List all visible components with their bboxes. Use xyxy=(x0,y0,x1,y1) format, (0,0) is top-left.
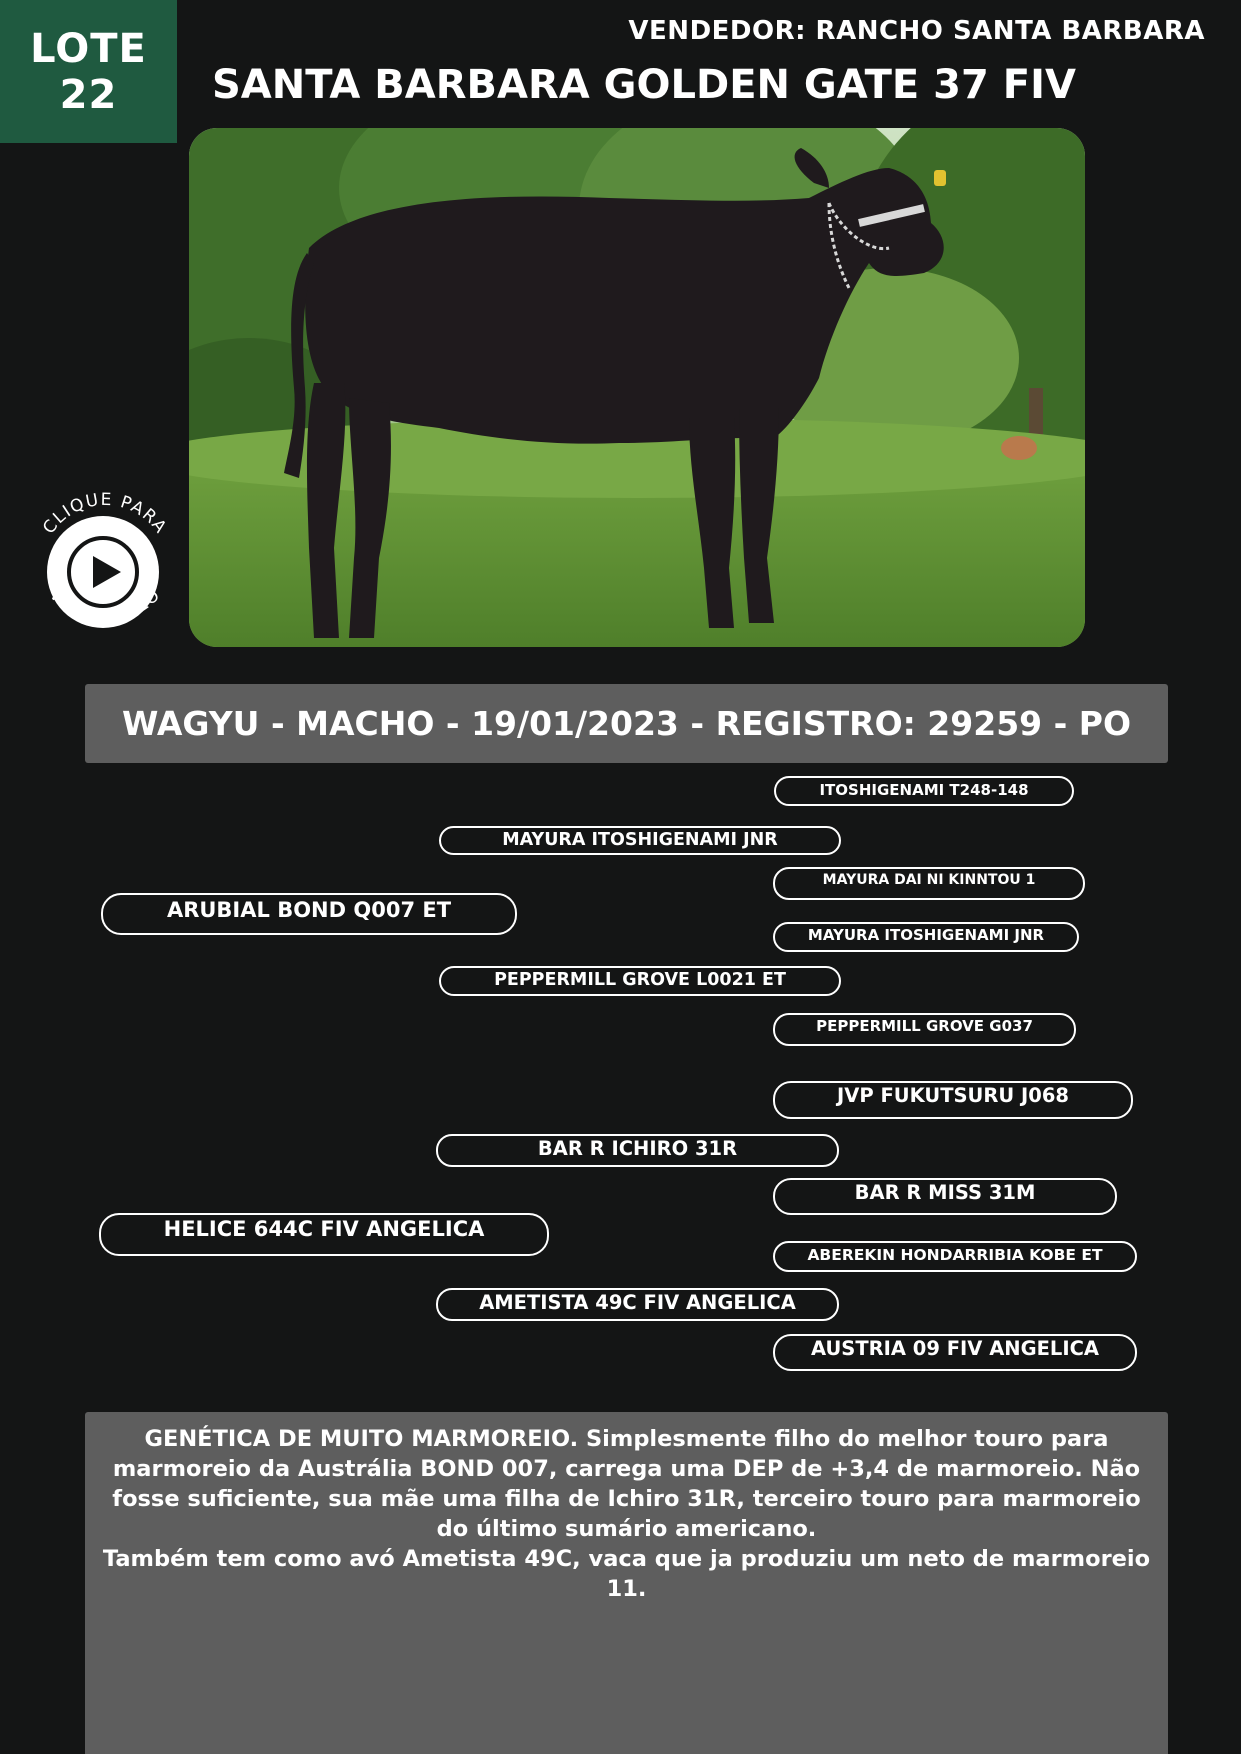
description-paragraph-1: GENÉTICA DE MUITO MARMOREIO. Simplesmente filho do melhor touro para marmoreio da Austrália BOND 007, carrega uma DEP de +3,4 de marmoreio. Não fosse suficiente, sua mãe uma filha de Ichiro 31R, terceiro touro para marmoreio do último sumário americano. xyxy=(112,1426,1141,1542)
lot-badge xyxy=(0,0,177,143)
description-box xyxy=(85,1412,1168,1754)
pedigree-dam: HELICE 644C FIV ANGELICA xyxy=(99,1213,549,1256)
pedigree-sire-sire-sire: ITOSHIGENAMI T248-148 xyxy=(774,776,1074,806)
pedigree-sire-sire-dam: MAYURA DAI NI KINNTOU 1 xyxy=(773,867,1085,900)
pedigree-dam-dam: AMETISTA 49C FIV ANGELICA xyxy=(436,1288,839,1321)
animal-info-text: WAGYU - MACHO - 19/01/2023 - REGISTRO: 29259 - PO xyxy=(121,704,1132,743)
seller-label: VENDEDOR: RANCHO SANTA BARBARA xyxy=(628,16,1205,46)
pedigree-sire-dam-dam: PEPPERMILL GROVE G037 xyxy=(773,1013,1076,1046)
animal-photo xyxy=(189,128,1085,647)
description-paragraph-2: Também tem como avó Ametista 49C, vaca que ja produziu um neto de marmoreio 11. xyxy=(102,1546,1151,1602)
pedigree-dam-sire-dam: BAR R MISS 31M xyxy=(773,1178,1117,1215)
lot-number: 22 xyxy=(59,71,118,118)
play-video-button[interactable] xyxy=(30,490,180,650)
pedigree-sire-sire: MAYURA ITOSHIGENAMI JNR xyxy=(439,826,841,855)
animal-info-bar xyxy=(85,684,1168,763)
pedigree-sire-dam: PEPPERMILL GROVE L0021 ET xyxy=(439,966,841,996)
pedigree-dam-sire-sire: JVP FUKUTSURU J068 xyxy=(773,1081,1133,1119)
video-caption-top: CLIQUE PARA xyxy=(39,490,171,538)
pedigree-sire: ARUBIAL BOND Q007 ET xyxy=(101,893,517,935)
pedigree-dam-dam-dam: AUSTRIA 09 FIV ANGELICA xyxy=(773,1334,1137,1371)
lot-label: LOTE xyxy=(30,25,147,72)
pedigree-sire-dam-sire: MAYURA ITOSHIGENAMI JNR xyxy=(773,922,1079,952)
pedigree-dam-sire: BAR R ICHIRO 31R xyxy=(436,1134,839,1167)
video-caption-bottom: VER O VÍDEO xyxy=(44,584,166,628)
pedigree-dam-dam-sire: ABEREKIN HONDARRIBIA KOBE ET xyxy=(773,1241,1137,1272)
animal-title: SANTA BARBARA GOLDEN GATE 37 FIV xyxy=(212,62,1076,108)
